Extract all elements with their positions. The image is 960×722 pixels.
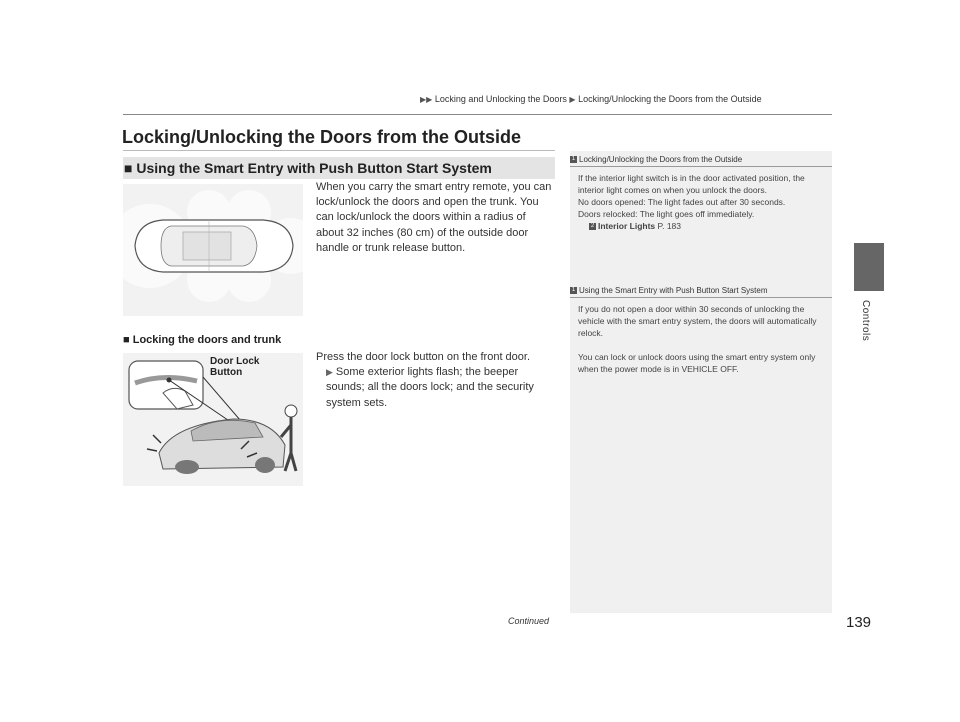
reference-label: Interior Lights <box>598 221 656 231</box>
step-main: Press the door lock button on the front door. <box>316 351 531 363</box>
arrow-icon: ▶ <box>569 95 576 104</box>
double-arrow-icon: ▶▶ <box>420 95 433 104</box>
note-1-rule <box>570 166 832 167</box>
section-title <box>124 160 492 176</box>
note-2-heading-text: Using the Smart Entry with Push Button Start System <box>579 286 768 295</box>
note-2-line: You can lock or unlock doors using the smart entry system only when the power mode is in VEHICLE OFF. <box>578 352 816 374</box>
note-2 <box>570 286 832 375</box>
note-1-heading <box>570 155 832 164</box>
step-result <box>316 365 556 411</box>
breadcrumb-parent[interactable]: Locking and Unlocking the Doors <box>434 94 567 104</box>
door-lock-button-callout: Door Lock Button <box>210 356 260 378</box>
note-1-line: No doors opened: The light fades out after 30 seconds. <box>578 197 786 207</box>
step-result-text: Some exterior lights flash; the beeper sounds; all the doors lock; and the security system sets. <box>326 366 534 409</box>
note-2-line: If you do not open a door within 30 seconds of unlocking the vehicle with the smart entry system, the doors will automatically relock. <box>578 304 817 338</box>
page-title: Locking/Unlocking the Doors from the Outside <box>122 127 522 147</box>
note-1 <box>570 155 832 232</box>
subsection-title-text: Locking the doors and trunk <box>132 334 282 346</box>
breadcrumb <box>420 94 762 104</box>
note-1-line: If the interior light switch is in the door activated position, the interior light comes on when you unlock the doors. <box>578 173 805 195</box>
reference-arrow-icon: 2 <box>590 223 595 230</box>
section-body: When you carry the smart entry remote, you can lock/unlock the doors and open the trunk. You can lock/unlock the doors within a radius of about 32 inches (80 cm) of the outside door handle or trunk release button. <box>316 181 552 254</box>
note-1-heading-text: Locking/Unlocking the Doors from the Outside <box>579 155 743 164</box>
section-square-icon: ■ <box>124 160 133 176</box>
title-rule <box>123 150 555 151</box>
note-2-rule <box>570 297 832 298</box>
reference-page: P. 183 <box>657 221 681 231</box>
note-1-line: Doors relocked: The light goes off immediately. <box>578 209 755 219</box>
chapter-label: Controls <box>860 300 871 342</box>
note-1-reference[interactable] <box>578 220 823 232</box>
continued-label: Continued <box>508 616 550 626</box>
result-arrow-icon: ▶ <box>326 367 333 378</box>
breadcrumb-current: Locking/Unlocking the Doors from the Outside <box>578 94 762 104</box>
subsection-square-icon: ■ <box>123 334 130 346</box>
subsection-title <box>123 334 281 346</box>
note-marker-icon: 1 <box>571 156 576 163</box>
chapter-tab[interactable] <box>854 243 884 291</box>
note-2-body <box>578 303 823 375</box>
section-title-text: Using the Smart Entry with Push Button Start System <box>136 160 492 176</box>
note-1-body <box>578 172 823 232</box>
page-number: 139 <box>846 614 872 631</box>
car-top-view-figure <box>123 184 303 316</box>
locking-steps <box>316 350 556 411</box>
note-marker-icon: 1 <box>571 287 576 294</box>
note-2-heading <box>570 286 832 295</box>
header-rule <box>123 114 832 115</box>
